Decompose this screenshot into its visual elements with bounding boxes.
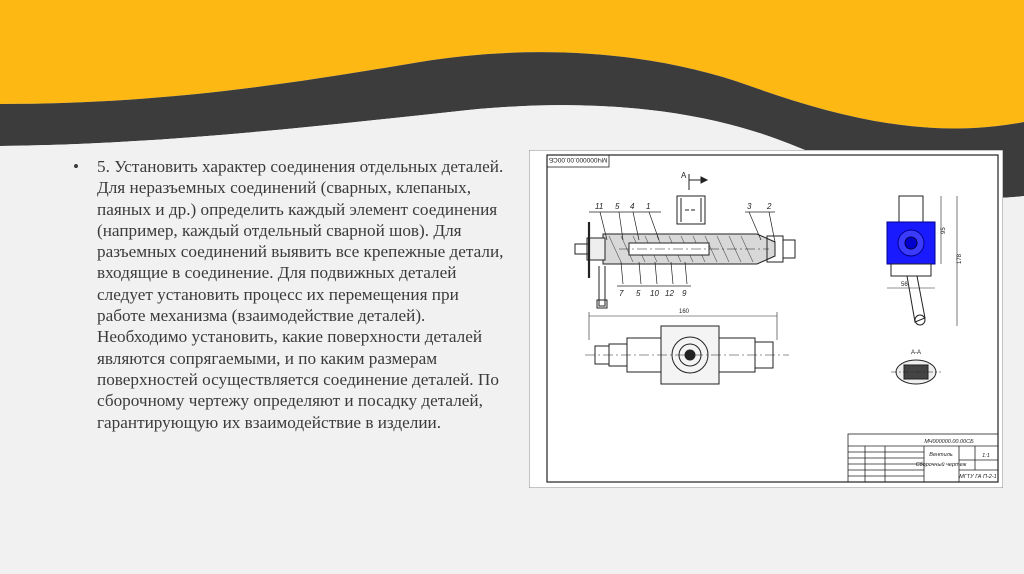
- dimension-height-2: 178: [957, 253, 963, 264]
- assembly-drawing: [529, 150, 1003, 488]
- section-view-label: А-А: [911, 350, 922, 356]
- part-number: 4: [630, 202, 635, 211]
- part-number: 3: [747, 202, 752, 211]
- part-number: 2: [767, 202, 772, 211]
- title-org: МГТУ ГА П-2-1: [959, 474, 997, 480]
- dimension-height-1: 95: [941, 227, 947, 234]
- drawing-sheet: [529, 150, 1003, 488]
- title-name: Вентиль: [929, 452, 953, 458]
- bullet-paragraph: 5. Установить характер соединения отдельных деталей. Для неразъемных соединений (сварных, клепаных, паяных и др.) определить каждый элемент соединения (например, каждый отдельный сварной шов). Для разъемных соединений выявить все крепежные детали, входящие в соединение. Для подвижных деталей следует установить процесс их перемещения при работе механизма (взаимодействие деталей). Необходимо установить, какие поверхности деталей являются сопрягаемыми, и по каким размерам поверхностей осуществляется соединение деталей. По сборочному чертежу определяют и посадку деталей, гарантирующую их взаимодействие в изделии.: [97, 157, 504, 432]
- part-number: 7: [619, 289, 624, 298]
- stamp-code: МЧ000000.00.00СБ: [548, 156, 608, 163]
- part-number: 12: [665, 289, 674, 298]
- part-number: 9: [682, 289, 687, 298]
- part-number: 10: [650, 289, 659, 298]
- section-label: А: [681, 171, 687, 180]
- dimension-small: 56: [901, 282, 908, 288]
- bullet-text-block: [70, 156, 510, 433]
- part-number: 11: [595, 202, 604, 211]
- part-number: 1: [646, 202, 651, 211]
- bullet-marker: •: [73, 157, 80, 176]
- title-doc-code: МЧ000000.00.00СБ: [924, 439, 974, 445]
- dimension-length: 160: [679, 309, 690, 315]
- title-scale: 1:1: [982, 453, 990, 459]
- title-subname: Сборочный чертеж: [915, 462, 967, 468]
- part-number: 5: [615, 202, 620, 211]
- part-number: 5: [636, 289, 641, 298]
